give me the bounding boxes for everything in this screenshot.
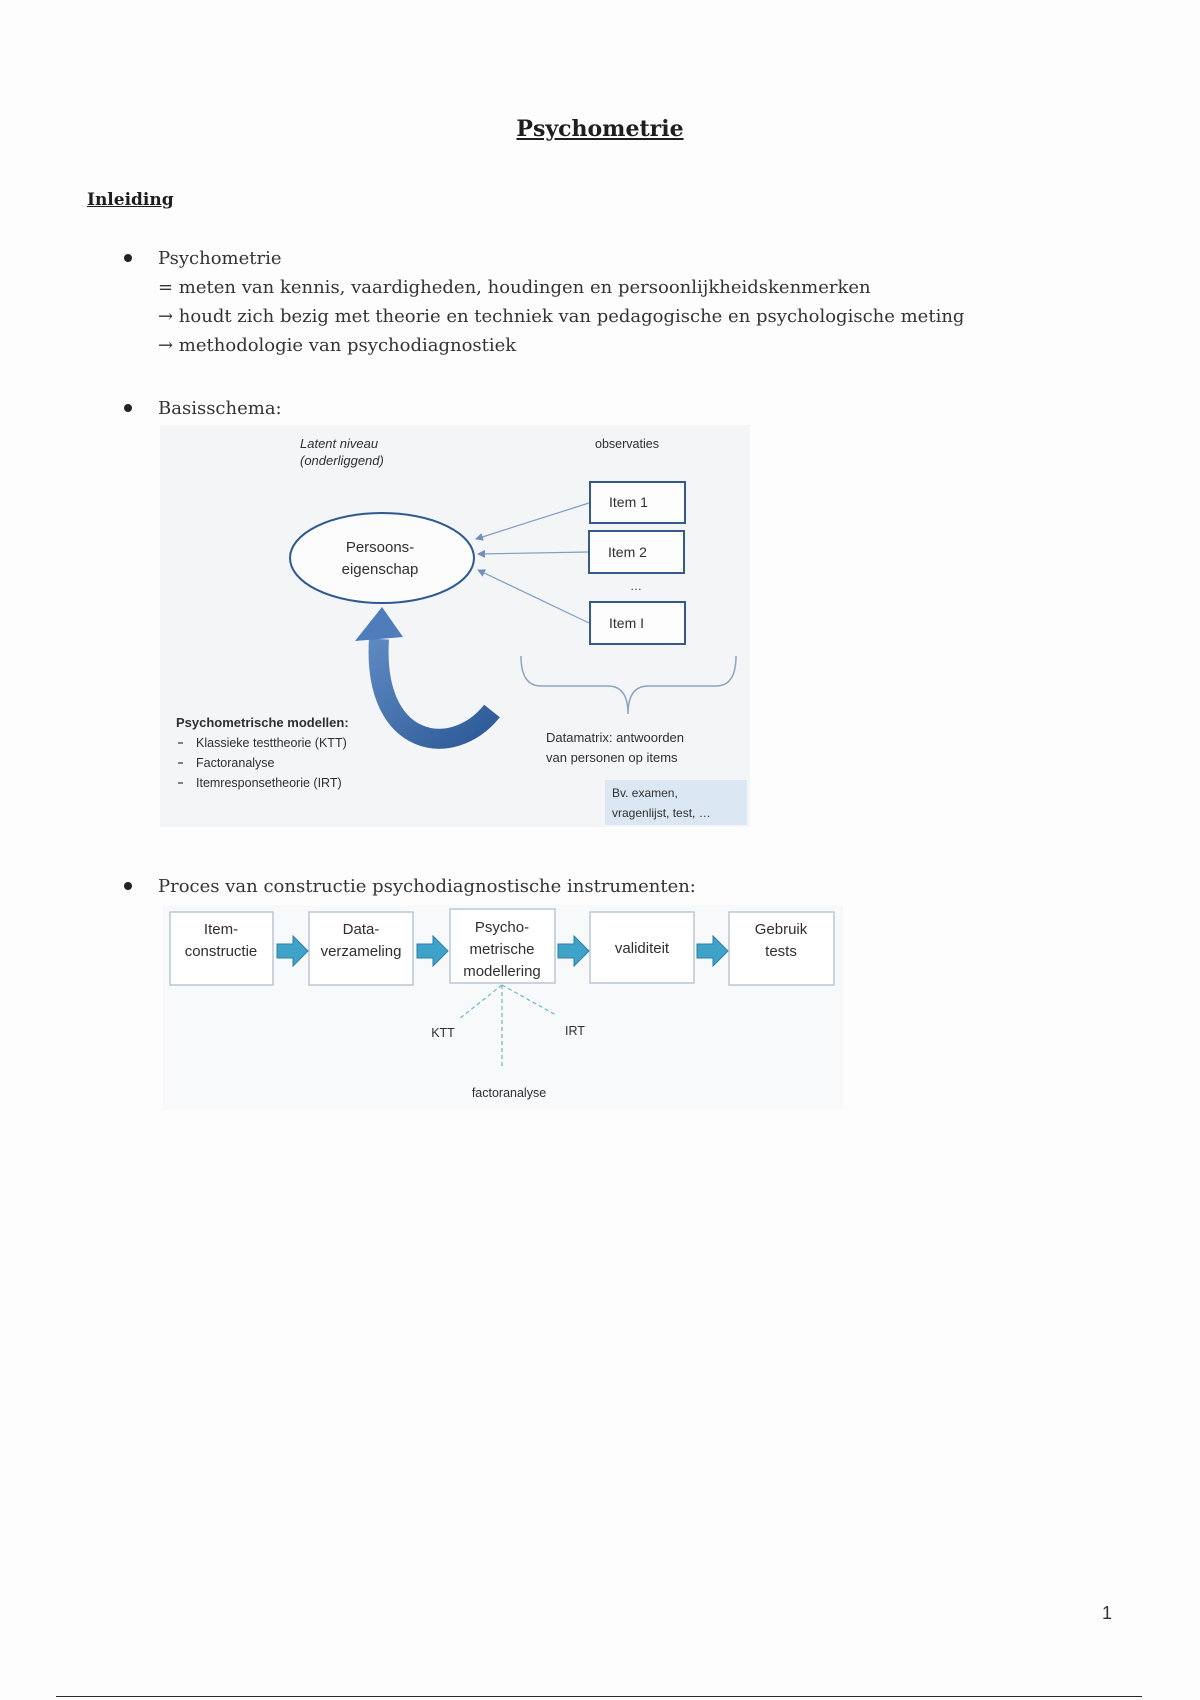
datamatrix-label: Datamatrix: antwoorden <box>546 730 685 745</box>
model-item: Klassieke testtheorie (KTT) <box>196 736 347 750</box>
process-diagram <box>163 905 843 1110</box>
latent-level-sublabel: (onderliggend) <box>300 453 384 468</box>
process-step-label: verzameling <box>320 943 402 960</box>
item-label: Item I <box>609 615 645 631</box>
bullet-label: Basisschema: <box>158 398 282 419</box>
example-text: vragenlijst, test, … <box>612 806 711 820</box>
page-number: 1 <box>1102 1603 1113 1623</box>
bullet-label: Psychometrie <box>158 248 282 269</box>
datamatrix-label: van personen op items <box>546 750 678 765</box>
item-label: Item 2 <box>608 544 647 560</box>
bullet-psychometrie <box>158 244 964 360</box>
latent-level-label: Latent niveau <box>300 436 379 451</box>
observations-label: observaties <box>595 437 659 451</box>
process-step-label: tests <box>765 943 797 960</box>
model-item: Itemresponsetheorie (IRT) <box>196 776 342 790</box>
bullet-marker <box>124 404 132 412</box>
process-step-label: metrische <box>469 941 535 958</box>
process-step-label: constructie <box>184 943 258 960</box>
process-step-label: Gebruik <box>754 921 808 938</box>
process-step-label: validiteit <box>614 940 670 957</box>
bullet-proces <box>158 872 696 901</box>
definition-line: = meten van kennis, vaardigheden, houdingen en persoonlijkheidskenmerken <box>158 277 871 298</box>
trait-ellipse <box>290 513 474 603</box>
bullet-marker <box>124 254 132 262</box>
trait-label-line: Persoons- <box>345 539 415 556</box>
model-item: Factoranalyse <box>196 756 275 770</box>
definition-line: → methodologie van psychodiagnostiek <box>158 335 517 356</box>
bullet-basisschema <box>158 394 282 423</box>
branch-label-ktt: KTT <box>431 1026 455 1040</box>
process-step-label: Data- <box>342 921 380 938</box>
item-label: Item 1 <box>609 494 648 510</box>
section-heading: Inleiding <box>87 190 174 210</box>
footer-divider <box>56 1696 1142 1697</box>
bullet-label: Proces van constructie psychodiagnostische instrumenten: <box>158 876 696 897</box>
trait-label-line: eigenschap <box>341 561 419 578</box>
process-step-label: modellering <box>463 963 541 980</box>
branch-label-factoranalyse: factoranalyse <box>471 1086 547 1100</box>
basisschema-diagram <box>160 425 750 827</box>
page-title: Psychometrie <box>516 116 684 142</box>
process-step-label: Psycho- <box>474 919 530 936</box>
process-step-label: Item- <box>203 921 239 938</box>
definition-line: → houdt zich bezig met theorie en techniek van pedagogische en psychologische meting <box>158 306 965 327</box>
models-heading: Psychometrische modellen: <box>176 715 349 730</box>
branch-label-irt: IRT <box>565 1024 585 1038</box>
example-text: Bv. examen, <box>612 786 678 800</box>
bullet-marker <box>124 882 132 890</box>
items-ellipsis: … <box>630 579 642 593</box>
